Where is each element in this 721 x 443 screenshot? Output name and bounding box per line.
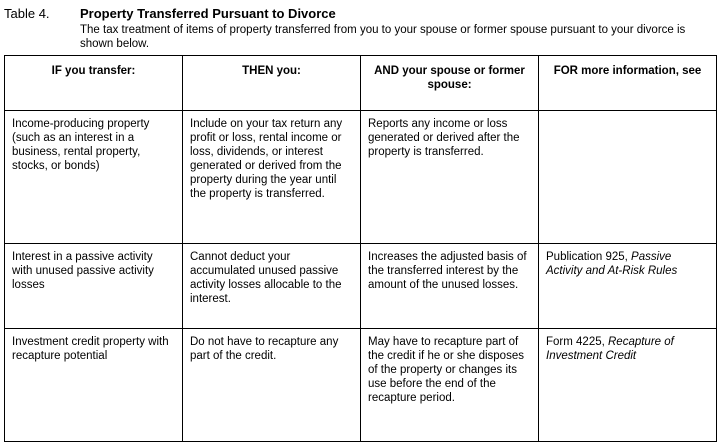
- table-container: [4, 55, 716, 442]
- cell-transfer: Income-producing property (such as an interest in a business, rental property, stocks, or bonds): [5, 111, 183, 244]
- column-header-and-your-spouse: AND your spouse or former spouse:: [361, 56, 539, 111]
- cell-spouse: May have to recapture part of the credit if he or she disposes of the property or changes its use before the end of the recapture period.: [361, 329, 539, 442]
- cell-then-you: Cannot deduct your accumulated unused passive activity losses allocable to the interest.: [183, 244, 361, 329]
- column-header-then-you: THEN you:: [183, 56, 361, 111]
- table-number-label: Table 4.: [4, 6, 50, 21]
- cell-transfer: Interest in a passive activity with unused passive activity losses: [5, 244, 183, 329]
- more-info-plain: Publication 925,: [546, 251, 632, 263]
- table-header-row: [5, 56, 717, 111]
- more-info-italic: Passive Activity and At-Risk Rules: [546, 251, 678, 277]
- cell-more-information: [539, 111, 717, 244]
- cell-more-information: [539, 329, 717, 442]
- table-row: [5, 244, 717, 329]
- table-caption: [0, 0, 721, 51]
- cell-then-you: Include on your tax return any profit or loss, rental income or loss, dividends, or interest generated or derived from the property during the year until the property is transferred.: [183, 111, 361, 244]
- caption-text-block: [80, 6, 721, 51]
- column-header-if-you-transfer: IF you transfer:: [5, 56, 183, 111]
- property-transfer-table: [4, 55, 717, 442]
- cell-spouse: Increases the adjusted basis of the transferred interest by the amount of the unused losses.: [361, 244, 539, 329]
- more-info-italic: Recapture of Investment Credit: [546, 336, 674, 362]
- cell-then-you: Do not have to recapture any part of the credit.: [183, 329, 361, 442]
- table-subtitle: The tax treatment of items of property transferred from you to your spouse or former spouse pursuant to your divorce is shown below.: [80, 24, 686, 50]
- more-info-plain: Form 4225,: [546, 336, 608, 348]
- column-header-for-more-information: FOR more information, see: [539, 56, 717, 111]
- table-title: Property Transferred Pursuant to Divorce: [80, 6, 336, 21]
- cell-spouse: Reports any income or loss generated or derived after the property is transferred.: [361, 111, 539, 244]
- cell-transfer: Investment credit property with recapture potential: [5, 329, 183, 442]
- cell-more-information: [539, 244, 717, 329]
- table-row: [5, 111, 717, 244]
- table-row: [5, 329, 717, 442]
